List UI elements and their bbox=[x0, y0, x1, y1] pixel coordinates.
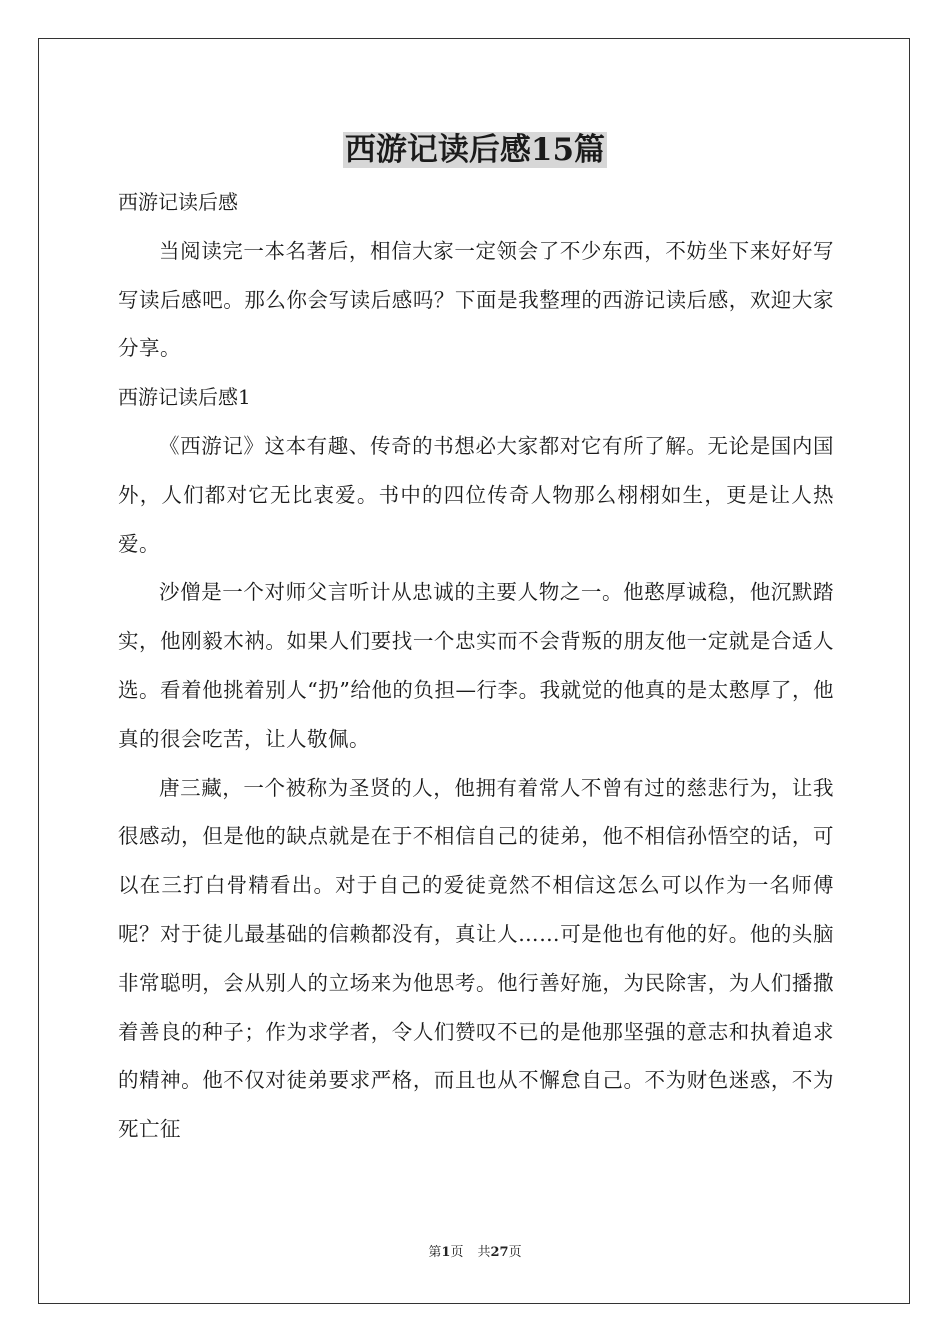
paragraph: 当阅读完一本名著后，相信大家一定领会了不少东西，不妨坐下来好好写写读后感吧。那么你会写读后感吗？下面是我整理的西游记读后感，欢迎大家分享。 bbox=[118, 238, 834, 361]
page-total: 27 bbox=[490, 1245, 509, 1260]
section-heading: 西游记读后感 bbox=[118, 190, 238, 214]
section-heading: 西游记读后感1 bbox=[118, 385, 251, 410]
total-suffix: 页 bbox=[508, 1245, 522, 1260]
paragraph: 沙僧是一个对师父言听计从忠诚的主要人物之一。他憨厚诚稳，他沉默踏实，他刚毅木衲。如果人们要找一个忠实而不会背叛的朋友他一定就是合适人选。看着他挑着别人“扔”给他的负担—行李。我就觉的他真的是太憨厚了，他真的很会吃苦，让人敬佩。 bbox=[118, 580, 834, 751]
total-prefix: 共 bbox=[477, 1245, 491, 1260]
paragraph: 唐三藏，一个被称为圣贤的人，他拥有着常人不曾有过的慈悲行为，让我很感动，但是他的缺点就是在于不相信自己的徒弟，他不相信孙悟空的话，可以在三打白骨精看出。对于自己的爱徒竟然不相信这怎么可以作为一名师傅呢？对于徒儿最基础的信赖都没有，真让人……可是他也有他的好。他的头脑非常聪明，会从别人的立场来为他思考。他行善好施，为民除害，为人们播撒着善良的种子；作为求学者，令人们赞叹不已的是他那坚强的意志和执着追求的精神。他不仅对徒弟要求严格，而且也从不懈怠自己。不为财色迷惑，不为死亡征 bbox=[118, 775, 834, 1142]
page-current: 1 bbox=[441, 1245, 451, 1260]
document-title bbox=[0, 130, 950, 170]
document-body bbox=[118, 178, 834, 1154]
page-footer bbox=[0, 1244, 950, 1262]
paragraph: 《西游记》这本有趣、传奇的书想必大家都对它有所了解。无论是国内国外，人们都对它无比衷爱。书中的四位传奇人物那么栩栩如生，更是让人热爱。 bbox=[118, 433, 834, 556]
page-suffix: 页 bbox=[450, 1245, 464, 1260]
document-title-text: 西游记读后感15篇 bbox=[344, 132, 606, 168]
page-prefix: 第 bbox=[428, 1245, 442, 1260]
